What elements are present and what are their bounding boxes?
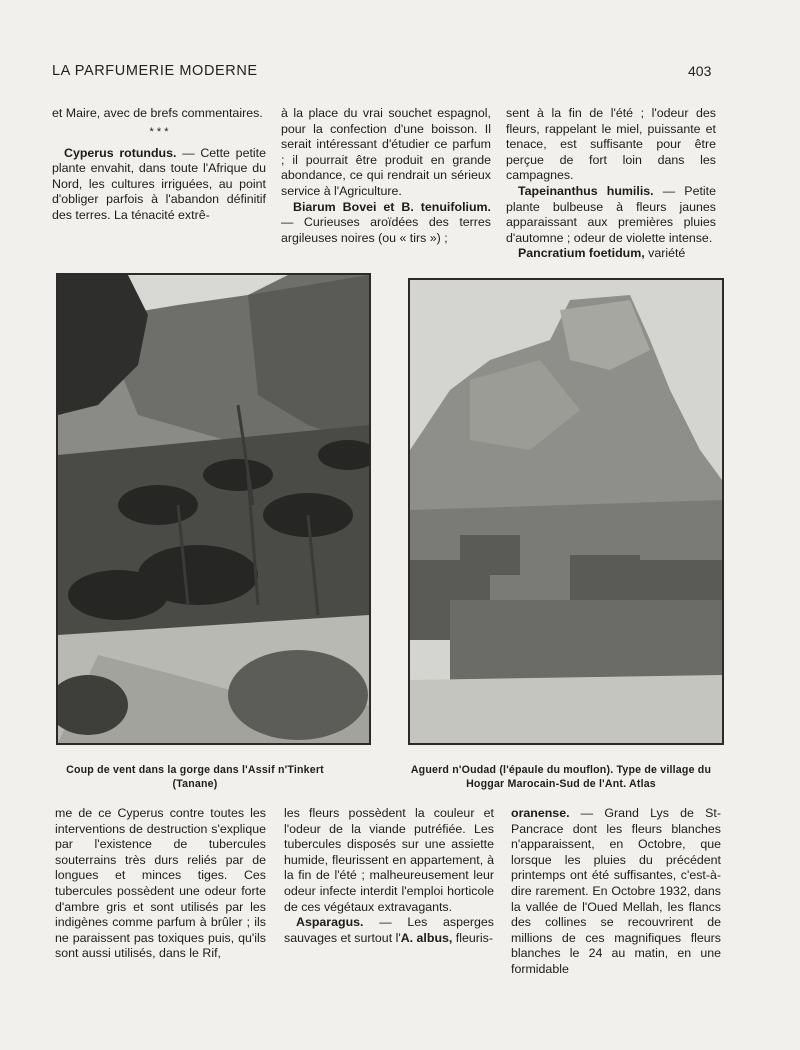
biarum-paragraph — [281, 200, 491, 247]
tapeinanthus-paragraph — [506, 184, 716, 246]
intro-paragraph: et Maire, avec de brefs commentaires. — [52, 106, 263, 120]
pancratium-text: variété — [644, 246, 686, 261]
oranense-paragraph — [511, 806, 721, 978]
cyperus-continuation: me de ce Cyperus contre toutes les interventions de destruction s'explique par l'existence de tubercules souterrains très durs reliés par de longues et minces tiges. Ces tubercules possèdent une odeur forte d'ambre gris et sont utilisés par les indigènes comme parfum à brûler ; ils ne paraissent pas toxiques puis, qu'ils sont aussi utilisés, dans le Rif, — [55, 806, 266, 961]
right-photo-caption: Aguerd n'Oudad (l'épaule du mouflon). Type de village du Hoggar Marocain-Sud de l'Ant. Atlas — [410, 764, 712, 790]
asparagus-paragraph — [284, 915, 494, 946]
journal-title: LA PARFUMERIE MODERNE — [52, 63, 258, 79]
asparagus-text: — Les asperges sauvages et surtout l' — [284, 915, 494, 945]
top-column-2 — [281, 106, 491, 246]
albus-name: A. albus, — [400, 930, 453, 945]
asparagus-heading: Asparagus. — [296, 915, 364, 930]
cyperus-text: — Cette petite plante envahit, dans toute l'Afrique du Nord, les cultures irriguées, au point d'obliger parfois à l'abandon définitif des terres. La ténacité extrê- — [52, 145, 266, 222]
tapeinanthus-text: — Petite plante bulbeuse à fleurs jaunes apparaissant aux premières pluies d'automne ; odeur de violette intense. — [506, 183, 716, 245]
biarum-continuation: les fleurs possèdent la couleur et l'odeur de la viande putréfiée. Les tubercules disposés sur une assiette humide, fleurissent en appartement, à la fin de l'été ; malheureusement leur odeur infecte interdit l'emploi horticole de ces végétaux extravagants. — [284, 806, 494, 914]
bottom-column-2 — [284, 806, 494, 946]
page-number: 403 — [688, 63, 712, 79]
albus-text: fleuris- — [452, 930, 493, 945]
oranense-text: — Grand Lys de St-Pancrace dont les fleurs blanches n'apparaissent, en Octobre, que lorsque les pluies du précédent printemps ont été suffisantes, c'est-à-dire rarement. En Octobre 1932, dans la vallée de l'Oued Mellah, les flancs des collines se recouvrirent de millions de ces magnifiques fleurs blanches le 24 au matin, en une formidable — [511, 806, 721, 976]
continuation-paragraph: à la place du vrai souchet espagnol, pour la confection d'une boisson. Il serait intéressant d'étudier ce parfum ; il pourrait être produit en grande abondance, ce qui rendrait un sérieux service à l'Agriculture. — [281, 106, 491, 198]
tapeinanthus-heading: Tapeinanthus humilis. — [518, 183, 654, 198]
bottom-column-3 — [511, 806, 721, 978]
pancratium-heading: Pancratium foetidum, — [518, 246, 645, 261]
bottom-column-1 — [55, 806, 266, 962]
oranense-heading: oranense. — [511, 806, 570, 820]
pancratium-paragraph — [506, 246, 716, 262]
gorge-photo — [56, 273, 371, 745]
top-column-3 — [506, 106, 716, 262]
biarum-text: — Curieuses aroïdées des terres argileuses noires (ou « tirs ») ; — [281, 215, 491, 245]
continuation-paragraph: sent à la fin de l'été ; l'odeur des fleurs, rappelant le miel, puissante et tenace, est suffisante pour être perçue de fort loin dans les campagnes. — [506, 106, 716, 183]
cyperus-paragraph — [52, 146, 266, 224]
gorge-photo-image — [58, 275, 369, 743]
asterism-divider: * * * — [149, 125, 169, 138]
biarum-heading: Biarum Bovei et B. tenuifolium. — [293, 199, 491, 214]
left-photo-caption: Coup de vent dans la gorge dans l'Assif n'Tinkert (Tanane) — [66, 764, 324, 790]
village-photo-image — [410, 280, 722, 743]
village-photo — [408, 278, 724, 745]
cyperus-heading: Cyperus rotundus. — [64, 145, 177, 160]
top-column-1 — [52, 106, 266, 224]
